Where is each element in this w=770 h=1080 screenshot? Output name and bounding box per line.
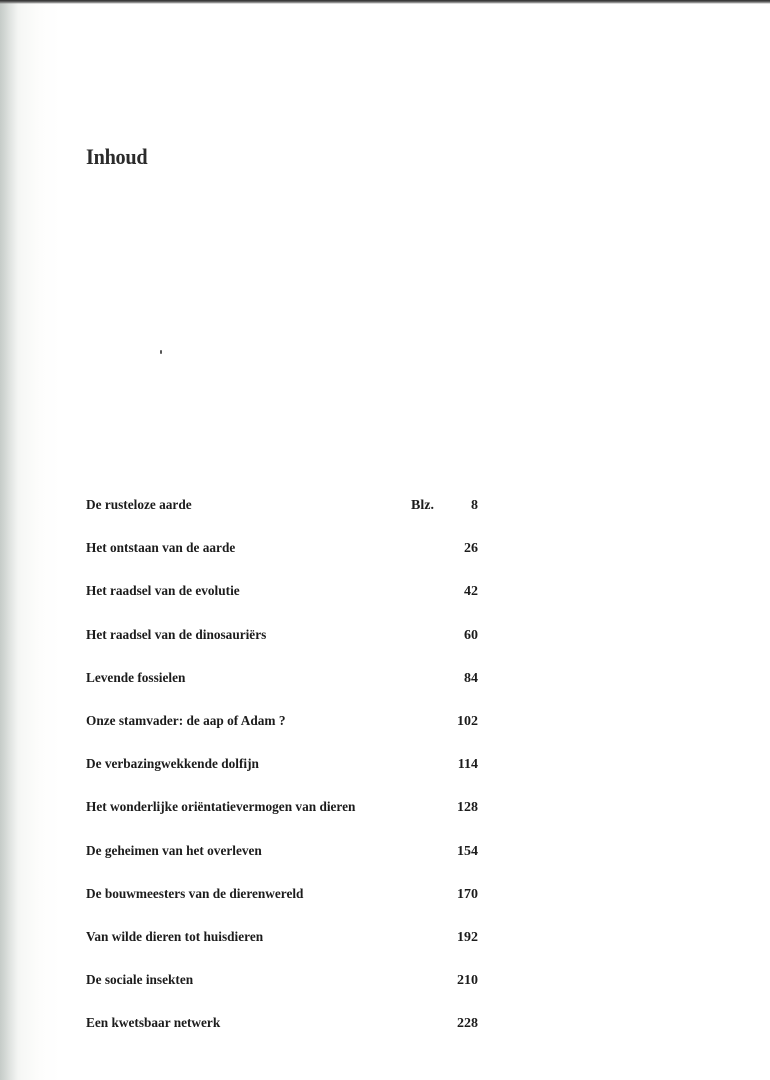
toc-entry-title: Het wonderlijke oriëntatievermogen van dieren [86,800,356,816]
toc-entry [86,756,478,799]
toc-entry [86,1015,478,1058]
toc-entry-page: 114 [457,757,478,773]
toc-entry-title: Het ontstaan van de aarde [86,541,236,557]
toc-entry-title: Van wilde dieren tot huisdieren [86,929,264,945]
toc-entry-title: De sociale insekten [86,973,194,989]
toc-entry [86,972,478,1015]
toc-entry-page: 60 [464,627,478,643]
toc-entry [86,886,478,929]
toc-entry [86,670,478,713]
toc-entry-page: 102 [457,713,478,729]
toc-entry [86,540,478,583]
spine-shadow [0,0,18,1080]
toc-entry [86,799,478,842]
toc-entry [86,497,478,540]
toc-entry-title: Levende fossielen [86,670,186,686]
toc-entry [86,627,478,670]
toc-entry-page: 192 [457,929,478,945]
toc-entry [86,929,478,972]
toc-entry [86,843,478,886]
toc-entry-page: 128 [457,800,478,816]
toc-entry-page: 154 [457,843,478,859]
page-title: Inhoud [86,144,148,169]
toc-page-column [411,497,478,515]
toc-entry [86,583,478,626]
toc-entry-title: De rusteloze aarde [86,498,192,513]
toc-entry-title: De verbazingwekkende dolfijn [86,757,259,773]
toc-entry-title: Een kwetsbaar netwerk [86,1016,221,1032]
toc-entry-page: 8 [471,498,478,513]
toc-entry-page: 84 [464,670,478,686]
toc-entry-title: Het raadsel van de dinosauriërs [86,627,267,643]
toc-entry-title: Het raadsel van de evolutie [86,584,240,600]
table-of-contents [86,497,478,1058]
toc-entry-title: De bouwmeesters van de dierenwereld [86,886,304,902]
toc-entry-page: 228 [457,1016,478,1032]
toc-entry-page: 26 [464,541,478,557]
toc-entry-page: 170 [457,886,478,902]
toc-entry [86,713,478,756]
toc-entry-title: De geheimen van het overleven [86,843,262,859]
paper-speck [160,350,162,354]
toc-entry-page: 42 [464,584,478,600]
toc-entry-page: 210 [457,973,478,989]
page-label: Blz. [411,498,434,513]
page-top-edge [0,0,770,4]
toc-entry-title: Onze stamvader: de aap of Adam ? [86,713,286,729]
